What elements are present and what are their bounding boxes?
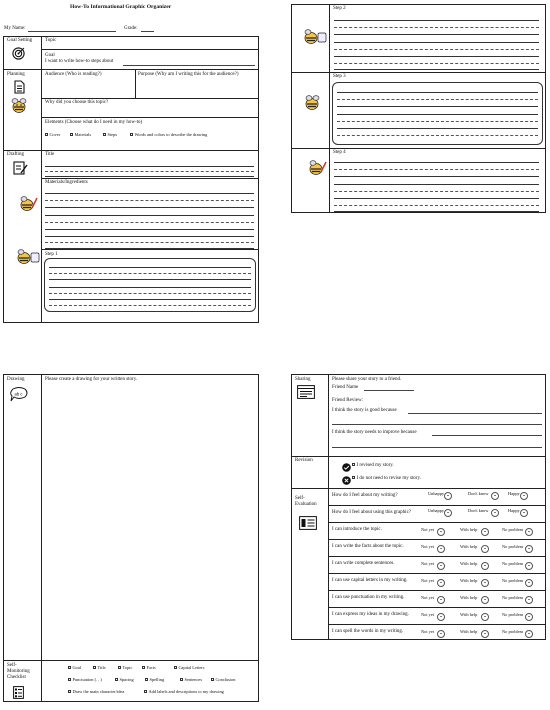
improve-because-field[interactable] xyxy=(432,435,542,436)
section-drafting: Drafting xyxy=(7,152,24,157)
criterion-text: I can spell the words in my writing. xyxy=(332,629,404,634)
worksheet-page-4 xyxy=(288,370,550,645)
checklist-icon xyxy=(12,685,24,699)
check-sentences[interactable]: Sentences xyxy=(180,677,202,683)
rating-option-label: With help xyxy=(460,544,478,549)
rating-option-label: Not yet xyxy=(421,595,435,600)
check-goal[interactable]: Goal xyxy=(68,665,81,671)
face-rating-icon[interactable] xyxy=(437,562,445,570)
step1-box[interactable] xyxy=(44,258,256,312)
rating-option-label: With help xyxy=(460,561,478,566)
rating-option-label: With help xyxy=(460,612,478,617)
section-self-evaluation: Self-Evaluation xyxy=(295,496,317,507)
check-capital-letters[interactable]: Capital Letters xyxy=(174,665,204,671)
rating-option-label: Don't know xyxy=(468,491,489,496)
rating-option-label: Not yet xyxy=(421,629,435,634)
step3-box[interactable] xyxy=(332,82,543,145)
good-because-field[interactable] xyxy=(408,413,542,414)
face-rating-icon[interactable] xyxy=(520,509,528,517)
face-rating-icon[interactable] xyxy=(437,596,445,604)
document-icon xyxy=(13,79,25,94)
criterion-text: I can write complete sentences. xyxy=(332,561,395,566)
face-rating-icon[interactable] xyxy=(491,492,499,500)
worksheet-title: How-To Informational Graphic Organizer xyxy=(70,4,172,10)
drawing-area[interactable] xyxy=(42,385,258,659)
rating-option-label: With help xyxy=(460,629,478,634)
name-label: My Name: xyxy=(4,26,26,31)
rating-option-label: Not yet xyxy=(421,527,435,532)
page3-table xyxy=(3,374,259,702)
face-rating-icon[interactable] xyxy=(525,630,533,638)
criterion-text: I can use punctuation in my writing. xyxy=(332,595,405,600)
bee-writing-icon xyxy=(18,194,38,214)
worksheet-page-2 xyxy=(288,0,550,218)
criterion-row xyxy=(328,522,545,539)
element-option-cover[interactable]: Cover xyxy=(45,132,60,138)
bee-mascot-icon xyxy=(10,97,28,115)
criterion-text: I can write the facts about the topic. xyxy=(332,544,404,549)
materials-lines[interactable] xyxy=(45,189,254,249)
face-rating-icon[interactable] xyxy=(525,579,533,587)
improve-because-label: I think the story needs to improve because xyxy=(332,430,417,435)
step2-lines[interactable] xyxy=(334,17,539,71)
page4-table xyxy=(291,374,546,640)
worksheet-page-1 xyxy=(0,0,262,330)
face-rating-icon[interactable] xyxy=(520,492,528,500)
face-rating-icon[interactable] xyxy=(481,528,489,536)
improve-because-field-2[interactable] xyxy=(332,447,542,448)
good-because-field-2[interactable] xyxy=(332,424,542,425)
drawing-prompt: Please create a drawing for your written story. xyxy=(45,377,138,382)
rating-option-label: With help xyxy=(460,578,478,583)
check-add-labels[interactable]: Add labels and descriptions to my drawing xyxy=(144,689,224,695)
check-spacing[interactable]: Spacing xyxy=(115,677,134,683)
goal-field[interactable] xyxy=(123,65,255,66)
criterion-row xyxy=(328,539,545,556)
bee-reading-icon xyxy=(302,27,328,47)
rating-option-label: No problem xyxy=(502,629,524,634)
materials-label: Materials/Ingredients xyxy=(45,180,88,185)
rating-option-label: No problem xyxy=(502,595,524,600)
rating-option-label: No problem xyxy=(502,561,524,566)
face-rating-icon[interactable] xyxy=(525,545,533,553)
share-screen-icon xyxy=(297,385,315,399)
speech-bubble-icon xyxy=(9,387,29,403)
face-rating-icon[interactable] xyxy=(525,562,533,570)
clipboard-pencil-icon xyxy=(12,159,28,175)
worksheet-page-3 xyxy=(0,370,262,706)
rating-option-label: No problem xyxy=(502,527,524,532)
topic-label: Topic xyxy=(45,38,57,43)
criterion-row xyxy=(328,573,545,590)
rating-option-label: No problem xyxy=(502,578,524,583)
rating-option-label: Happy xyxy=(508,491,520,496)
step2-label: Step 2 xyxy=(333,6,346,11)
audience-label: Audience (Who is reading?) xyxy=(45,72,102,77)
step3-label: Step 3 xyxy=(333,74,346,79)
check-circle-icon xyxy=(341,462,351,472)
friend-review-label: Friend Review: xyxy=(332,398,363,403)
face-rating-icon[interactable] xyxy=(437,579,445,587)
element-option-steps[interactable]: Steps xyxy=(103,132,117,138)
criterion-text: I can introduce the topic. xyxy=(332,527,382,532)
rating-option-label: No problem xyxy=(502,612,524,617)
criterion-text: I can use capital letters in my writing. xyxy=(332,578,408,583)
revised-option[interactable]: I revised my story. xyxy=(352,463,394,469)
rating-option-label: Happy xyxy=(508,508,520,513)
face-rating-icon[interactable] xyxy=(444,509,452,517)
face-rating-icon[interactable] xyxy=(437,528,445,536)
share-prompt: Please share your story to a friend. xyxy=(332,377,402,382)
rating-option-label: Unhappy xyxy=(428,491,445,496)
face-rating-icon[interactable] xyxy=(481,579,489,587)
grade-field[interactable] xyxy=(141,31,154,32)
face-rating-icon[interactable] xyxy=(525,528,533,536)
rating-option-label: No problem xyxy=(502,544,524,549)
goal-label: Goal xyxy=(45,53,55,58)
not-revised-option[interactable]: I do not need to revise my story. xyxy=(352,476,421,482)
bee-reading-icon xyxy=(16,248,40,266)
rating-option-label: Not yet xyxy=(421,544,435,549)
face-rating-icon[interactable] xyxy=(444,492,452,500)
section-sharing: Sharing xyxy=(295,377,311,382)
face-rating-icon[interactable] xyxy=(525,613,533,621)
friend-name-field[interactable] xyxy=(364,390,414,391)
section-goal-setting: Goal Setting xyxy=(7,38,33,43)
svg-text:ab c: ab c xyxy=(14,391,23,397)
section-planning: Planning xyxy=(7,72,25,77)
friend-name-label: Friend Name xyxy=(332,385,359,390)
face-rating-icon[interactable] xyxy=(437,630,445,638)
face-rating-icon[interactable] xyxy=(481,596,489,604)
x-circle-icon xyxy=(341,475,351,485)
check-spelling[interactable]: Spelling xyxy=(145,677,164,683)
criterion-row xyxy=(328,590,545,607)
check-facts[interactable]: Facts xyxy=(142,665,156,671)
face-rating-icon[interactable] xyxy=(525,596,533,604)
element-option-words-colors[interactable]: Words and colors to describe the drawing xyxy=(130,132,207,138)
rating-option-label: Unhappy xyxy=(428,508,445,513)
bee-mascot-icon xyxy=(303,93,327,113)
goal-text: I want to write how-to steps about xyxy=(45,59,114,64)
element-option-materials[interactable]: Materials xyxy=(70,132,91,138)
feeling-question: How do I feel about my writing? xyxy=(332,493,398,498)
self-evaluation-rows xyxy=(328,488,545,641)
check-conclusion[interactable]: Conclusion xyxy=(211,677,236,683)
face-rating-icon[interactable] xyxy=(481,562,489,570)
report-card-icon xyxy=(299,516,317,530)
step4-label: Step 4 xyxy=(333,150,346,155)
why-label: Why did you choose this topic? xyxy=(45,100,109,105)
criterion-row xyxy=(328,556,545,573)
face-rating-icon[interactable] xyxy=(481,613,489,621)
face-rating-icon[interactable] xyxy=(437,545,445,553)
feeling-question: How do I feel about using this graphic? xyxy=(332,510,412,515)
rating-option-label: Not yet xyxy=(421,578,435,583)
section-drawing: Drawing xyxy=(7,377,25,382)
face-rating-icon[interactable] xyxy=(481,545,489,553)
page1-table xyxy=(3,36,259,323)
face-rating-icon[interactable] xyxy=(481,630,489,638)
purpose-label: Purpose (Why am I writing this for the audience?) xyxy=(138,72,239,77)
section-self-monitoring: Self-Monitoring Checklist xyxy=(7,663,30,680)
criterion-row xyxy=(328,607,545,624)
check-punctuation[interactable]: Punctuation (. , ) xyxy=(68,677,102,683)
feeling-row xyxy=(328,489,545,506)
face-rating-icon[interactable] xyxy=(491,509,499,517)
grade-label: Grade: xyxy=(124,26,138,31)
step1-label: Step 1 xyxy=(45,252,58,257)
check-title[interactable]: Title xyxy=(93,665,106,671)
criterion-text: I can express my ideas in my drawing. xyxy=(332,612,409,617)
rating-option-label: Not yet xyxy=(421,612,435,617)
target-icon xyxy=(11,46,25,60)
rating-option-label: With help xyxy=(460,595,478,600)
page2-table xyxy=(291,4,546,213)
section-revision: Revision xyxy=(295,458,313,463)
good-because-label: I think the story is good because xyxy=(332,408,397,413)
step4-lines[interactable] xyxy=(334,159,539,213)
criterion-row xyxy=(328,624,545,641)
face-rating-icon[interactable] xyxy=(437,613,445,621)
check-draw-main[interactable]: Draw the main character/idea xyxy=(68,689,124,695)
elements-label: Elements (Choose what do I need in my how-to) xyxy=(45,120,143,125)
rating-option-label: Not yet xyxy=(421,561,435,566)
rating-option-label: Don't know xyxy=(468,508,489,513)
rating-option-label: With help xyxy=(460,527,478,532)
bee-writing-icon xyxy=(306,157,328,179)
feeling-row xyxy=(328,505,545,522)
check-topic[interactable]: Topic xyxy=(118,665,132,671)
title-label: Title xyxy=(45,152,55,157)
name-field[interactable] xyxy=(28,31,116,32)
